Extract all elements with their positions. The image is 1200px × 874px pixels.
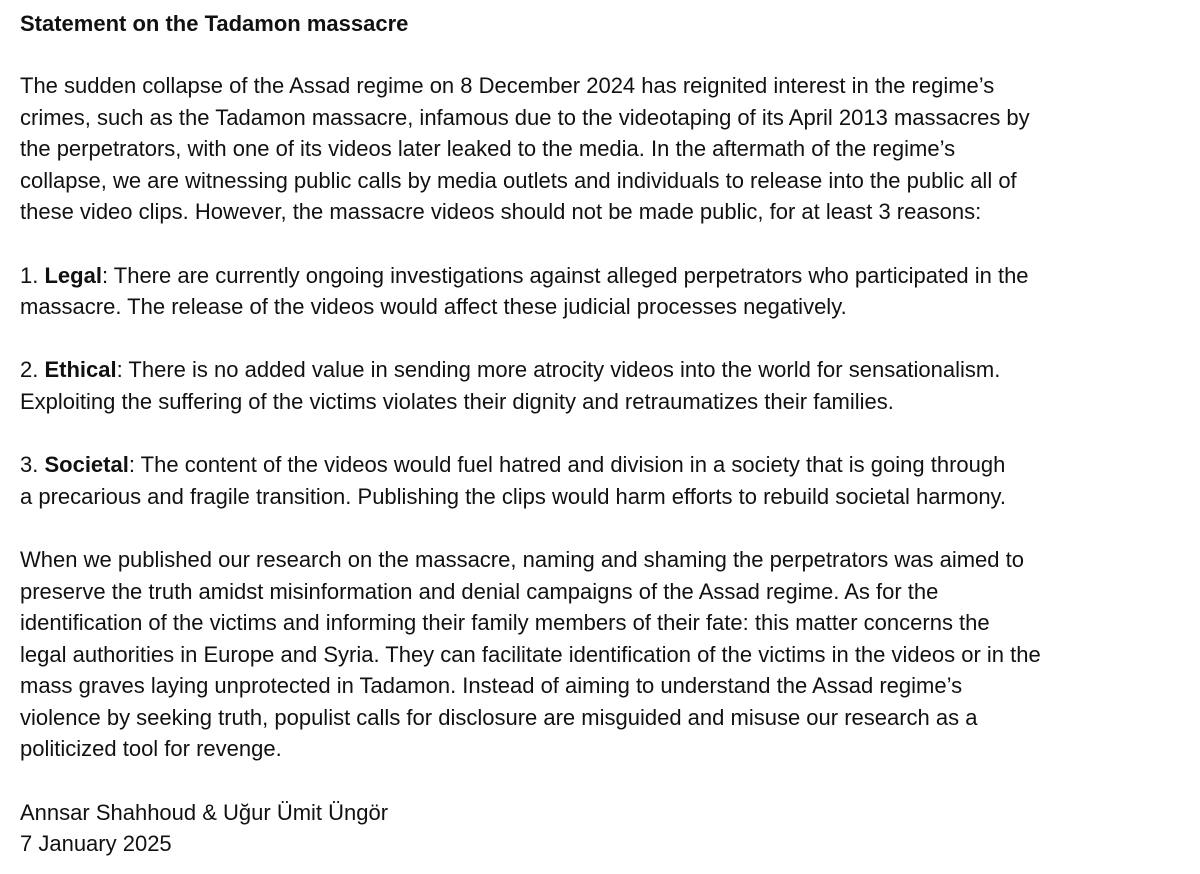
- reason-term: Societal: [44, 452, 129, 478]
- reason-text: : There is no added value in sending more atrocity videos into the world for sensationalism. Exploiting the suffering of the victims violates their dignity and retraumatizes their families.: [20, 357, 1001, 414]
- signature-block: [20, 797, 1192, 860]
- reason-legal: [20, 260, 1192, 323]
- intro-paragraph: The sudden collapse of the Assad regime on 8 December 2024 has reignited interest in the regime’s crimes, such as the Tadamon massacre, infamous due to the videotaping of its April 2013 massacres by the perpetrators, with one of its videos later leaked to the media. In the aftermath of the regime’s collapse, we are witnessing public calls by media outlets and individuals to release into the public all of these video clips. However, the massacre videos should not be made public, for at least 3 reasons:: [20, 73, 1030, 225]
- authors: Annsar Shahhoud & Uğur Ümit Üngör: [20, 799, 389, 825]
- reason-number: 3.: [20, 452, 45, 478]
- reason-number: 2.: [20, 357, 45, 383]
- reason-term: Legal: [44, 262, 102, 288]
- reason-term: Ethical: [44, 357, 117, 383]
- conclusion-paragraph: When we published our research on the massacre, naming and shaming the perpetrators was aimed to preserve the truth amidst misinformation and denial campaigns of the Assad regime. As for the identification of the victims and informing their family members of their fate: this matter concerns the legal authorities in Europe and Syria. They can facilitate identification of the victims in the videos or in the mass graves laying unprotected in Tadamon. Instead of aiming to understand the Assad regime’s violence by seeking truth, populist calls for disclosure are misguided and misuse our research as a politicized tool for revenge.: [20, 546, 1041, 762]
- reason-ethical: [20, 354, 1192, 417]
- reason-text: : There are currently ongoing investigations against alleged perpetrators who participated in the massacre. The release of the videos would affect these judicial processes negatively.: [20, 262, 1029, 320]
- reason-text: : The content of the videos would fuel hatred and division in a society that is going through a precarious and fragile transition. Publishing the clips would harm efforts to rebuild societal harmony.: [20, 452, 1007, 509]
- reason-number: 1.: [20, 262, 45, 288]
- statement-date: 7 January 2025: [20, 831, 172, 857]
- document-title: Statement on the Tadamon massacre: [20, 11, 409, 36]
- statement-document: [20, 8, 1192, 860]
- reason-societal: [20, 449, 1192, 512]
